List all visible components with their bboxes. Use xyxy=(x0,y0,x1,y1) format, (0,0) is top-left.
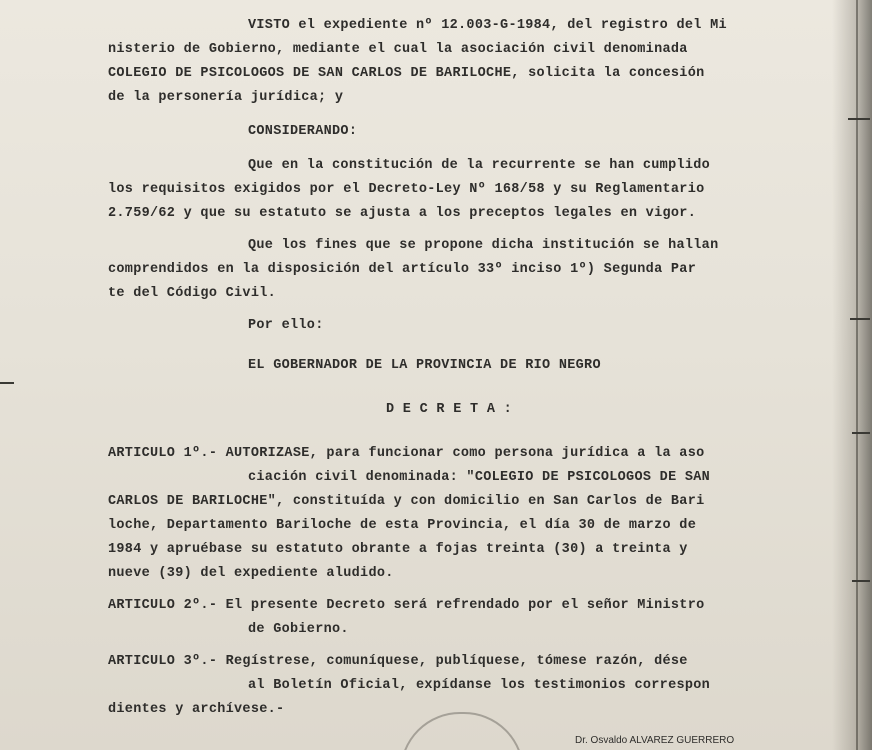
gobernador-heading: EL GOBERNADOR DE LA PROVINCIA DE RIO NEGRO xyxy=(248,358,601,373)
page-edge-line xyxy=(856,0,858,750)
signature-name: Dr. Osvaldo ALVAREZ GUERRERO xyxy=(575,735,735,746)
articulo-3-line-1: ARTICULO 3º.- Regístrese, comuníquese, publíquese, tómese razón, dése xyxy=(108,654,688,669)
articulo-1-line-1: ARTICULO 1º.- AUTORIZASE, para funcionar como persona jurídica a la aso xyxy=(108,446,705,461)
considerando-p2-line-3: te del Código Civil. xyxy=(108,286,277,301)
margin-mark xyxy=(852,432,870,434)
considerando-p2-line-1: Que los fines que se propone dicha institución se hallan xyxy=(248,238,719,253)
margin-mark xyxy=(850,318,870,320)
official-seal xyxy=(400,712,524,750)
visto-line-4: de la personería jurídica; y xyxy=(108,90,344,105)
articulo-1-line-5: 1984 y apruébase su estatuto obrante a fojas treinta (30) a treinta y xyxy=(108,542,688,557)
articulo-1-line-6: nueve (39) del expediente aludido. xyxy=(108,566,394,581)
considerando-p1-line-1: Que en la constitución de la recurrente se han cumplido xyxy=(248,158,711,173)
considerando-p1-line-3: 2.759/62 y que su estatuto se ajusta a los preceptos legales en vigor. xyxy=(108,206,697,221)
por-ello: Por ello: xyxy=(248,318,324,333)
considerando-p2-line-2: comprendidos en la disposición del artículo 33º inciso 1º) Segunda Par xyxy=(108,262,697,277)
articulo-1-line-3: CARLOS DE BARILOCHE", constituída y con domicilio en San Carlos de Bari xyxy=(108,494,705,509)
visto-line-2: nisterio de Gobierno, mediante el cual la asociación civil denominada xyxy=(108,42,688,57)
visto-line-3: COLEGIO DE PSICOLOGOS DE SAN CARLOS DE BARILOCHE, solicita la concesión xyxy=(108,66,705,81)
articulo-1-line-4: loche, Departamento Bariloche de esta Provincia, el día 30 de marzo de xyxy=(108,518,697,533)
considerando-heading: CONSIDERANDO: xyxy=(248,124,358,139)
articulo-1-line-2: ciación civil denominada: "COLEGIO DE PSICOLOGOS DE SAN xyxy=(248,470,711,485)
margin-mark xyxy=(0,382,14,384)
articulo-2-line-1: ARTICULO 2º.- El presente Decreto será refrendado por el señor Ministro xyxy=(108,598,705,613)
articulo-2-line-2: de Gobierno. xyxy=(248,622,349,637)
visto-line-1: VISTO el expediente nº 12.003-G-1984, del registro del Mi xyxy=(248,18,727,33)
page-edge-shadow xyxy=(832,0,872,750)
margin-mark xyxy=(848,118,870,120)
considerando-p1-line-2: los requisitos exigidos por el Decreto-Ley Nº 168/58 y su Reglamentario xyxy=(108,182,705,197)
decreta-heading: D E C R E T A : xyxy=(386,402,513,417)
articulo-3-line-2: al Boletín Oficial, expídanse los testimonios correspon xyxy=(248,678,711,693)
articulo-3-line-3: dientes y archívese.- xyxy=(108,702,285,717)
margin-mark xyxy=(852,580,870,582)
